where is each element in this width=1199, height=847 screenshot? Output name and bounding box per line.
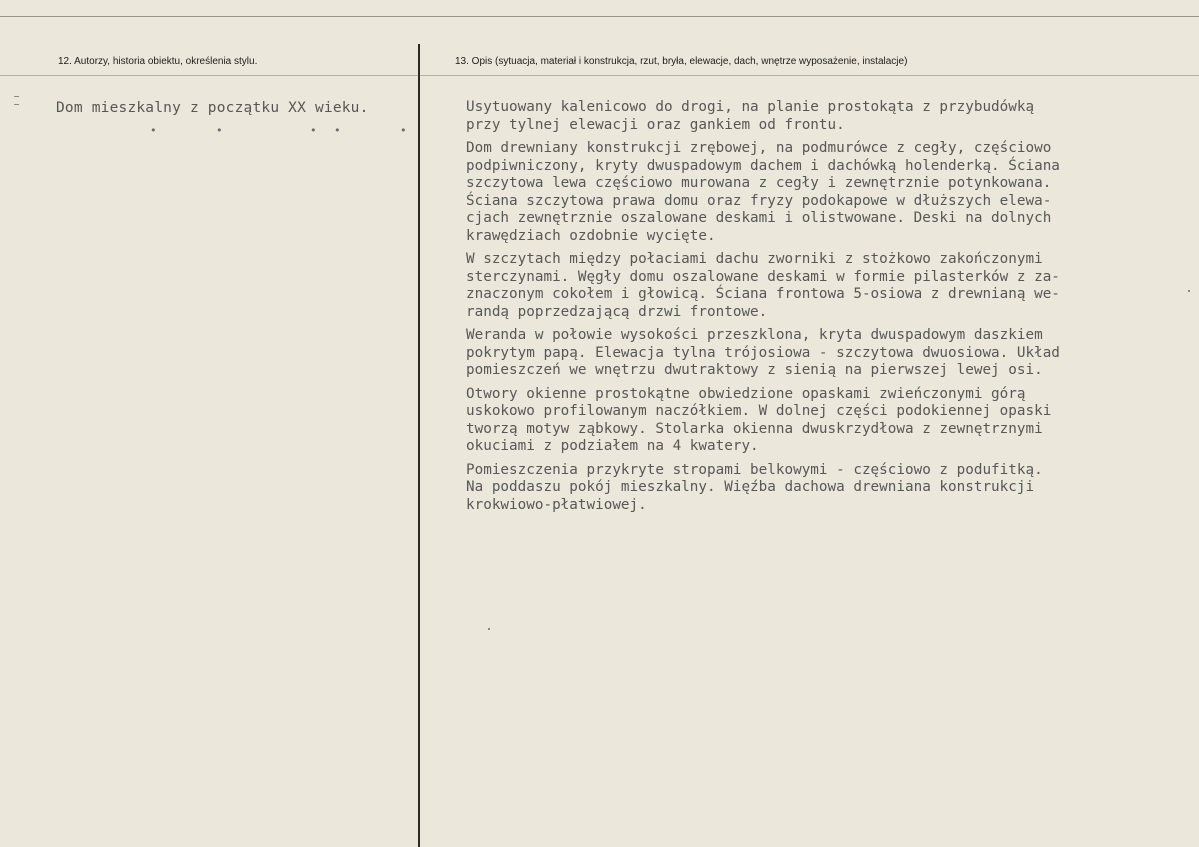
text-line: krawędziach ozdobnie wycięte. — [466, 227, 716, 244]
margin-mark — [14, 104, 19, 105]
typewriter-dot: • — [310, 124, 317, 137]
section-13-header: 13. Opis (sytuacja, materiał i konstrukcja, rzut, bryła, elewacje, dach, wnętrze wyposażenie, instalacje) — [455, 56, 908, 67]
text-line: sterczynami. Węgły domu oszalowane deskami w formie pilasterków z za- — [466, 268, 1060, 285]
typewriter-dot: • — [334, 124, 341, 137]
paper-speck — [488, 628, 490, 630]
section-12-text: Dom mieszkalny z początku XX wieku. — [56, 100, 369, 116]
description-paragraph — [466, 386, 1186, 456]
typewriter-dot: • — [216, 124, 223, 137]
text-line: uskokowo profilowanym naczółkiem. W dolnej części podokiennej opaski — [466, 403, 1052, 419]
text-line: znaczonym cokołem i głowicą. Ściana frontowa 5-osiowa z drewnianą we- — [466, 286, 1060, 302]
section-13-description — [466, 99, 1186, 520]
typewriter-dot: • — [150, 124, 157, 137]
description-paragraph — [466, 99, 1186, 134]
text-line: pokrytym papą. Elewacja tylna trójosiowa - szczytowa dwuosiowa. Układ — [466, 344, 1060, 361]
paper-speck — [1188, 290, 1190, 292]
text-line: Ściana szczytowa prawa domu oraz fryzy podokapowe w dłuższych elewa- — [466, 192, 1052, 209]
text-line: przy tylnej elewacji oraz gankiem od frontu. — [466, 116, 845, 133]
text-line: Pomieszczenia przykryte stropami belkowymi - częściowo z podufitką. — [466, 461, 1043, 478]
text-line: Weranda w połowie wysokości przeszklona, kryta dwuspadowym daszkiem — [466, 327, 1043, 343]
text-line: cjach zewnętrznie oszalowane deskami i olistwowane. Deski na dolnych — [466, 210, 1052, 226]
text-line: Otwory okienne prostokątne obwiedzione opaskami zwieńczonymi górą — [466, 385, 1026, 402]
text-line: szczytowa lewa częściowo murowana z cegły i zewnętrznie potynkowana. — [466, 175, 1052, 191]
text-line: Usytuowany kalenicowo do drogi, na planie prostokąta z przybudówką — [466, 99, 1035, 115]
text-line: Na poddaszu pokój mieszkalny. Więźba dachowa drewniana konstrukcji — [466, 479, 1035, 495]
header-rule — [0, 75, 1199, 76]
text-line: tworzą motyw ząbkowy. Stolarka okienna dwuskrzydłowa z zewnętrznymi — [466, 420, 1043, 437]
text-line: W szczytach między połaciami dachu zworniki z stożkowo zakończonymi — [466, 251, 1043, 267]
text-line: Dom drewniany konstrukcji zrębowej, na podmurówce z cegły, częściowo — [466, 140, 1052, 156]
text-line: randą poprzedzającą drzwi frontowe. — [466, 303, 768, 320]
text-line: krokwiowo-płatwiowej. — [466, 496, 647, 513]
description-paragraph — [466, 462, 1186, 515]
section-12-header: 12. Autorzy, historia obiektu, określenia stylu. — [58, 56, 258, 67]
description-paragraph — [466, 327, 1186, 380]
text-line: okuciami z podziałem na 4 kwatery. — [466, 438, 759, 454]
text-line: podpiwniczony, kryty dwuspadowym dachem i dachówką holenderką. Ściana — [466, 157, 1060, 174]
top-rule — [0, 16, 1199, 17]
description-paragraph — [466, 140, 1186, 245]
text-line: pomieszczeń we wnętrzu dwutraktowy z sienią na pierwszej lewej osi. — [466, 362, 1043, 378]
column-divider — [418, 44, 420, 847]
margin-mark — [14, 96, 19, 97]
description-paragraph — [466, 251, 1186, 321]
typewriter-dot: • — [400, 124, 407, 137]
